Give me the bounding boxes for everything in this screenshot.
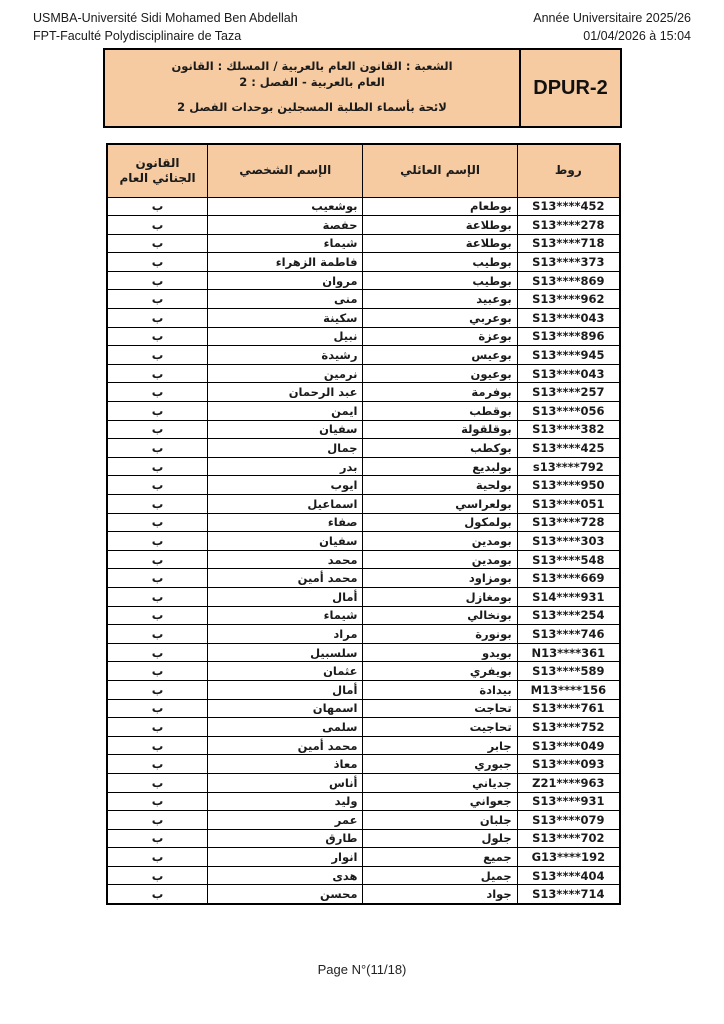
grade-cell: ب: [107, 476, 208, 495]
student-code-cell: S13****728: [517, 513, 620, 532]
first-name-cell: بوشعيب: [208, 197, 363, 216]
family-name-cell: جلبان: [363, 811, 517, 830]
table-row: [107, 773, 620, 792]
top-header: [33, 9, 691, 45]
grade-cell: ب: [107, 625, 208, 644]
student-code-cell: S13****079: [517, 811, 620, 830]
grade-cell: ب: [107, 773, 208, 792]
student-code-cell: S13****254: [517, 606, 620, 625]
student-code-cell: S13****869: [517, 271, 620, 290]
grade-cell: ب: [107, 848, 208, 867]
student-code-cell: S13****043: [517, 364, 620, 383]
grade-cell: ب: [107, 402, 208, 421]
grade-cell: ب: [107, 662, 208, 681]
family-name-cell: بوقلقولة: [363, 420, 517, 439]
table-row: [107, 866, 620, 885]
family-name-cell: بوطلاعة: [363, 234, 517, 253]
title-line-1: الشعبة : القانون العام بالعربية / المسلك : القانون: [171, 59, 453, 73]
family-name-cell: بوعيون: [363, 364, 517, 383]
first-name-cell: حفصة: [208, 216, 363, 235]
table-row: [107, 699, 620, 718]
family-name-cell: جميل: [363, 866, 517, 885]
first-name-cell: بدر: [208, 457, 363, 476]
first-name-cell: ايوب: [208, 476, 363, 495]
title-line-3: لائحة بأسماء الطلبة المسجلين بوحدات الفصل 2: [177, 100, 447, 114]
student-code-cell: S13****962: [517, 290, 620, 309]
student-code-cell: S13****669: [517, 569, 620, 588]
family-name-cell: جلول: [363, 829, 517, 848]
grade-cell: ب: [107, 216, 208, 235]
student-code-cell: S13****043: [517, 309, 620, 328]
first-name-cell: منى: [208, 290, 363, 309]
table-row: [107, 643, 620, 662]
family-name-cell: بوعزة: [363, 327, 517, 346]
student-code-cell: S13****051: [517, 495, 620, 514]
family-name-cell: بولمكول: [363, 513, 517, 532]
grade-cell: ب: [107, 439, 208, 458]
first-name-cell: نبيل: [208, 327, 363, 346]
grade-cell: ب: [107, 253, 208, 272]
table-row: [107, 309, 620, 328]
table-row: [107, 457, 620, 476]
table-row: [107, 848, 620, 867]
first-name-cell: عبد الرحمان: [208, 383, 363, 402]
table-row: [107, 253, 620, 272]
family-name-cell: جبوري: [363, 755, 517, 774]
first-name-cell: اسماعيل: [208, 495, 363, 514]
grade-cell: ب: [107, 866, 208, 885]
grade-cell: ب: [107, 495, 208, 514]
family-name-cell: جابر: [363, 736, 517, 755]
grade-cell: ب: [107, 811, 208, 830]
first-name-cell: انوار: [208, 848, 363, 867]
student-code-cell: S13****303: [517, 532, 620, 551]
family-name-cell: تحاجت: [363, 699, 517, 718]
column-header-code: روط: [517, 144, 620, 197]
page-number: Page N°(11/18): [317, 962, 407, 977]
grade-cell: ب: [107, 327, 208, 346]
first-name-cell: نرمين: [208, 364, 363, 383]
grade-cell: ب: [107, 587, 208, 606]
grade-cell: ب: [107, 271, 208, 290]
student-code-cell: S13****746: [517, 625, 620, 644]
student-code-cell: S13****950: [517, 476, 620, 495]
first-name-cell: جمال: [208, 439, 363, 458]
student-code-cell: S13****278: [517, 216, 620, 235]
first-name-cell: عثمان: [208, 662, 363, 681]
first-name-cell: معاذ: [208, 755, 363, 774]
first-name-cell: عمر: [208, 811, 363, 830]
family-name-cell: بوطيب: [363, 253, 517, 272]
table-row: [107, 532, 620, 551]
grade-cell: ب: [107, 699, 208, 718]
student-code-cell: S13****548: [517, 550, 620, 569]
grade-cell: ب: [107, 234, 208, 253]
grade-cell: ب: [107, 550, 208, 569]
student-table-body: [107, 197, 620, 904]
student-code-cell: S13****382: [517, 420, 620, 439]
grade-cell: ب: [107, 885, 208, 904]
family-name-cell: بومدين: [363, 550, 517, 569]
student-code-cell: S13****589: [517, 662, 620, 681]
table-row: [107, 718, 620, 737]
student-code-cell: S13****702: [517, 829, 620, 848]
student-code-cell: S13****425: [517, 439, 620, 458]
family-name-cell: بومغازل: [363, 587, 517, 606]
family-name-cell: بونورة: [363, 625, 517, 644]
grade-cell: ب: [107, 290, 208, 309]
table-row: [107, 680, 620, 699]
first-name-cell: صفاء: [208, 513, 363, 532]
table-row: [107, 439, 620, 458]
family-name-cell: بومدين: [363, 532, 517, 551]
first-name-cell: محمد أمين: [208, 569, 363, 588]
family-name-cell: جعواني: [363, 792, 517, 811]
grade-cell: ب: [107, 755, 208, 774]
family-name-cell: بوفرمة: [363, 383, 517, 402]
first-name-cell: سكينة: [208, 309, 363, 328]
first-name-cell: شيماء: [208, 234, 363, 253]
student-code-cell: S13****752: [517, 718, 620, 737]
family-name-cell: بوعربي: [363, 309, 517, 328]
table-row: [107, 569, 620, 588]
table-row: [107, 197, 620, 216]
student-code-cell: N13****361: [517, 643, 620, 662]
grade-cell: ب: [107, 643, 208, 662]
family-name-cell: تحاجيت: [363, 718, 517, 737]
table-row: [107, 550, 620, 569]
family-name-cell: بوطعام: [363, 197, 517, 216]
table-row: [107, 792, 620, 811]
student-code-cell: S13****761: [517, 699, 620, 718]
table-row: [107, 420, 620, 439]
family-name-cell: بوطلاعة: [363, 216, 517, 235]
first-name-cell: سلسبيل: [208, 643, 363, 662]
institution-block: [33, 9, 298, 45]
grade-cell: ب: [107, 346, 208, 365]
university-name: USMBA-Université Sidi Mohamed Ben Abdellah: [33, 11, 298, 25]
family-name-cell: جميع: [363, 848, 517, 867]
first-name-cell: محسن: [208, 885, 363, 904]
student-code-cell: S14****931: [517, 587, 620, 606]
grade-cell: ب: [107, 606, 208, 625]
table-row: [107, 495, 620, 514]
student-code-cell: S13****257: [517, 383, 620, 402]
grade-cell: ب: [107, 197, 208, 216]
table-row: [107, 346, 620, 365]
table-row: [107, 476, 620, 495]
grade-cell: ب: [107, 364, 208, 383]
grade-cell: ب: [107, 383, 208, 402]
table-row: [107, 811, 620, 830]
table-row: [107, 216, 620, 235]
family-name-cell: بوعيس: [363, 346, 517, 365]
title-arabic-text: [105, 50, 519, 126]
column-header-first-name: الإسم الشخصي: [208, 144, 363, 197]
date-block: [533, 9, 691, 45]
first-name-cell: أمال: [208, 680, 363, 699]
table-row: [107, 662, 620, 681]
student-code-cell: S13****093: [517, 755, 620, 774]
program-code: DPUR-2: [519, 50, 620, 126]
first-name-cell: اسمهان: [208, 699, 363, 718]
first-name-cell: طارق: [208, 829, 363, 848]
table-row: [107, 364, 620, 383]
student-code-cell: S13****404: [517, 866, 620, 885]
student-table-header: [107, 144, 620, 197]
first-name-cell: محمد أمين: [208, 736, 363, 755]
family-name-cell: جواد: [363, 885, 517, 904]
family-name-cell: بوعبيد: [363, 290, 517, 309]
grade-cell: ب: [107, 736, 208, 755]
student-code-cell: S13****945: [517, 346, 620, 365]
title-box: [103, 48, 622, 128]
first-name-cell: سفيان: [208, 420, 363, 439]
grade-cell: ب: [107, 532, 208, 551]
student-code-cell: S13****056: [517, 402, 620, 421]
family-name-cell: بيدادة: [363, 680, 517, 699]
print-datetime: 01/04/2026 à 15:04: [583, 29, 691, 43]
first-name-cell: سلمى: [208, 718, 363, 737]
student-code-cell: S13****896: [517, 327, 620, 346]
title-line-2: العام بالعربية - الفصل : 2: [239, 75, 385, 89]
table-row: [107, 402, 620, 421]
header-row: [107, 144, 620, 197]
family-name-cell: جدياني: [363, 773, 517, 792]
table-row: [107, 290, 620, 309]
first-name-cell: شيماء: [208, 606, 363, 625]
student-code-cell: s13****792: [517, 457, 620, 476]
family-name-cell: بوكطب: [363, 439, 517, 458]
grade-cell: ب: [107, 829, 208, 848]
family-name-cell: بوقطب: [363, 402, 517, 421]
first-name-cell: سفيان: [208, 532, 363, 551]
student-code-cell: M13****156: [517, 680, 620, 699]
grade-cell: ب: [107, 457, 208, 476]
grade-cell: ب: [107, 309, 208, 328]
grade-cell: ب: [107, 569, 208, 588]
student-code-cell: G13****192: [517, 848, 620, 867]
student-code-cell: S13****452: [517, 197, 620, 216]
first-name-cell: مراد: [208, 625, 363, 644]
table-row: [107, 234, 620, 253]
student-code-cell: Z21****963: [517, 773, 620, 792]
grade-cell: ب: [107, 420, 208, 439]
first-name-cell: ايمن: [208, 402, 363, 421]
student-code-cell: S13****714: [517, 885, 620, 904]
table-row: [107, 829, 620, 848]
column-header-course: القانون الجنائي العام: [107, 144, 208, 197]
first-name-cell: هدى: [208, 866, 363, 885]
family-name-cell: بولعراسي: [363, 495, 517, 514]
faculty-name: FPT-Faculté Polydisciplinaire de Taza: [33, 29, 242, 43]
first-name-cell: فاطمة الزهراء: [208, 253, 363, 272]
family-name-cell: بولبديع: [363, 457, 517, 476]
grade-cell: ب: [107, 513, 208, 532]
table-row: [107, 755, 620, 774]
first-name-cell: أناس: [208, 773, 363, 792]
family-name-cell: بويدو: [363, 643, 517, 662]
student-code-cell: S13****049: [517, 736, 620, 755]
family-name-cell: بومزاود: [363, 569, 517, 588]
family-name-cell: بونخالي: [363, 606, 517, 625]
first-name-cell: مروان: [208, 271, 363, 290]
table-row: [107, 885, 620, 904]
table-row: [107, 383, 620, 402]
grade-cell: ب: [107, 680, 208, 699]
student-table: [106, 143, 621, 905]
family-name-cell: بوطيب: [363, 271, 517, 290]
grade-cell: ب: [107, 792, 208, 811]
column-header-family-name: الإسم العائلي: [363, 144, 517, 197]
table-row: [107, 587, 620, 606]
table-row: [107, 513, 620, 532]
table-row: [107, 327, 620, 346]
family-name-cell: بويفري: [363, 662, 517, 681]
table-row: [107, 271, 620, 290]
table-row: [107, 625, 620, 644]
student-code-cell: S13****718: [517, 234, 620, 253]
student-code-cell: S13****931: [517, 792, 620, 811]
academic-year: Année Universitaire 2025/26: [533, 11, 691, 25]
family-name-cell: بولحية: [363, 476, 517, 495]
grade-cell: ب: [107, 718, 208, 737]
first-name-cell: محمد: [208, 550, 363, 569]
first-name-cell: أمال: [208, 587, 363, 606]
first-name-cell: وليد: [208, 792, 363, 811]
table-row: [107, 606, 620, 625]
first-name-cell: رشيدة: [208, 346, 363, 365]
table-row: [107, 736, 620, 755]
student-code-cell: S13****373: [517, 253, 620, 272]
